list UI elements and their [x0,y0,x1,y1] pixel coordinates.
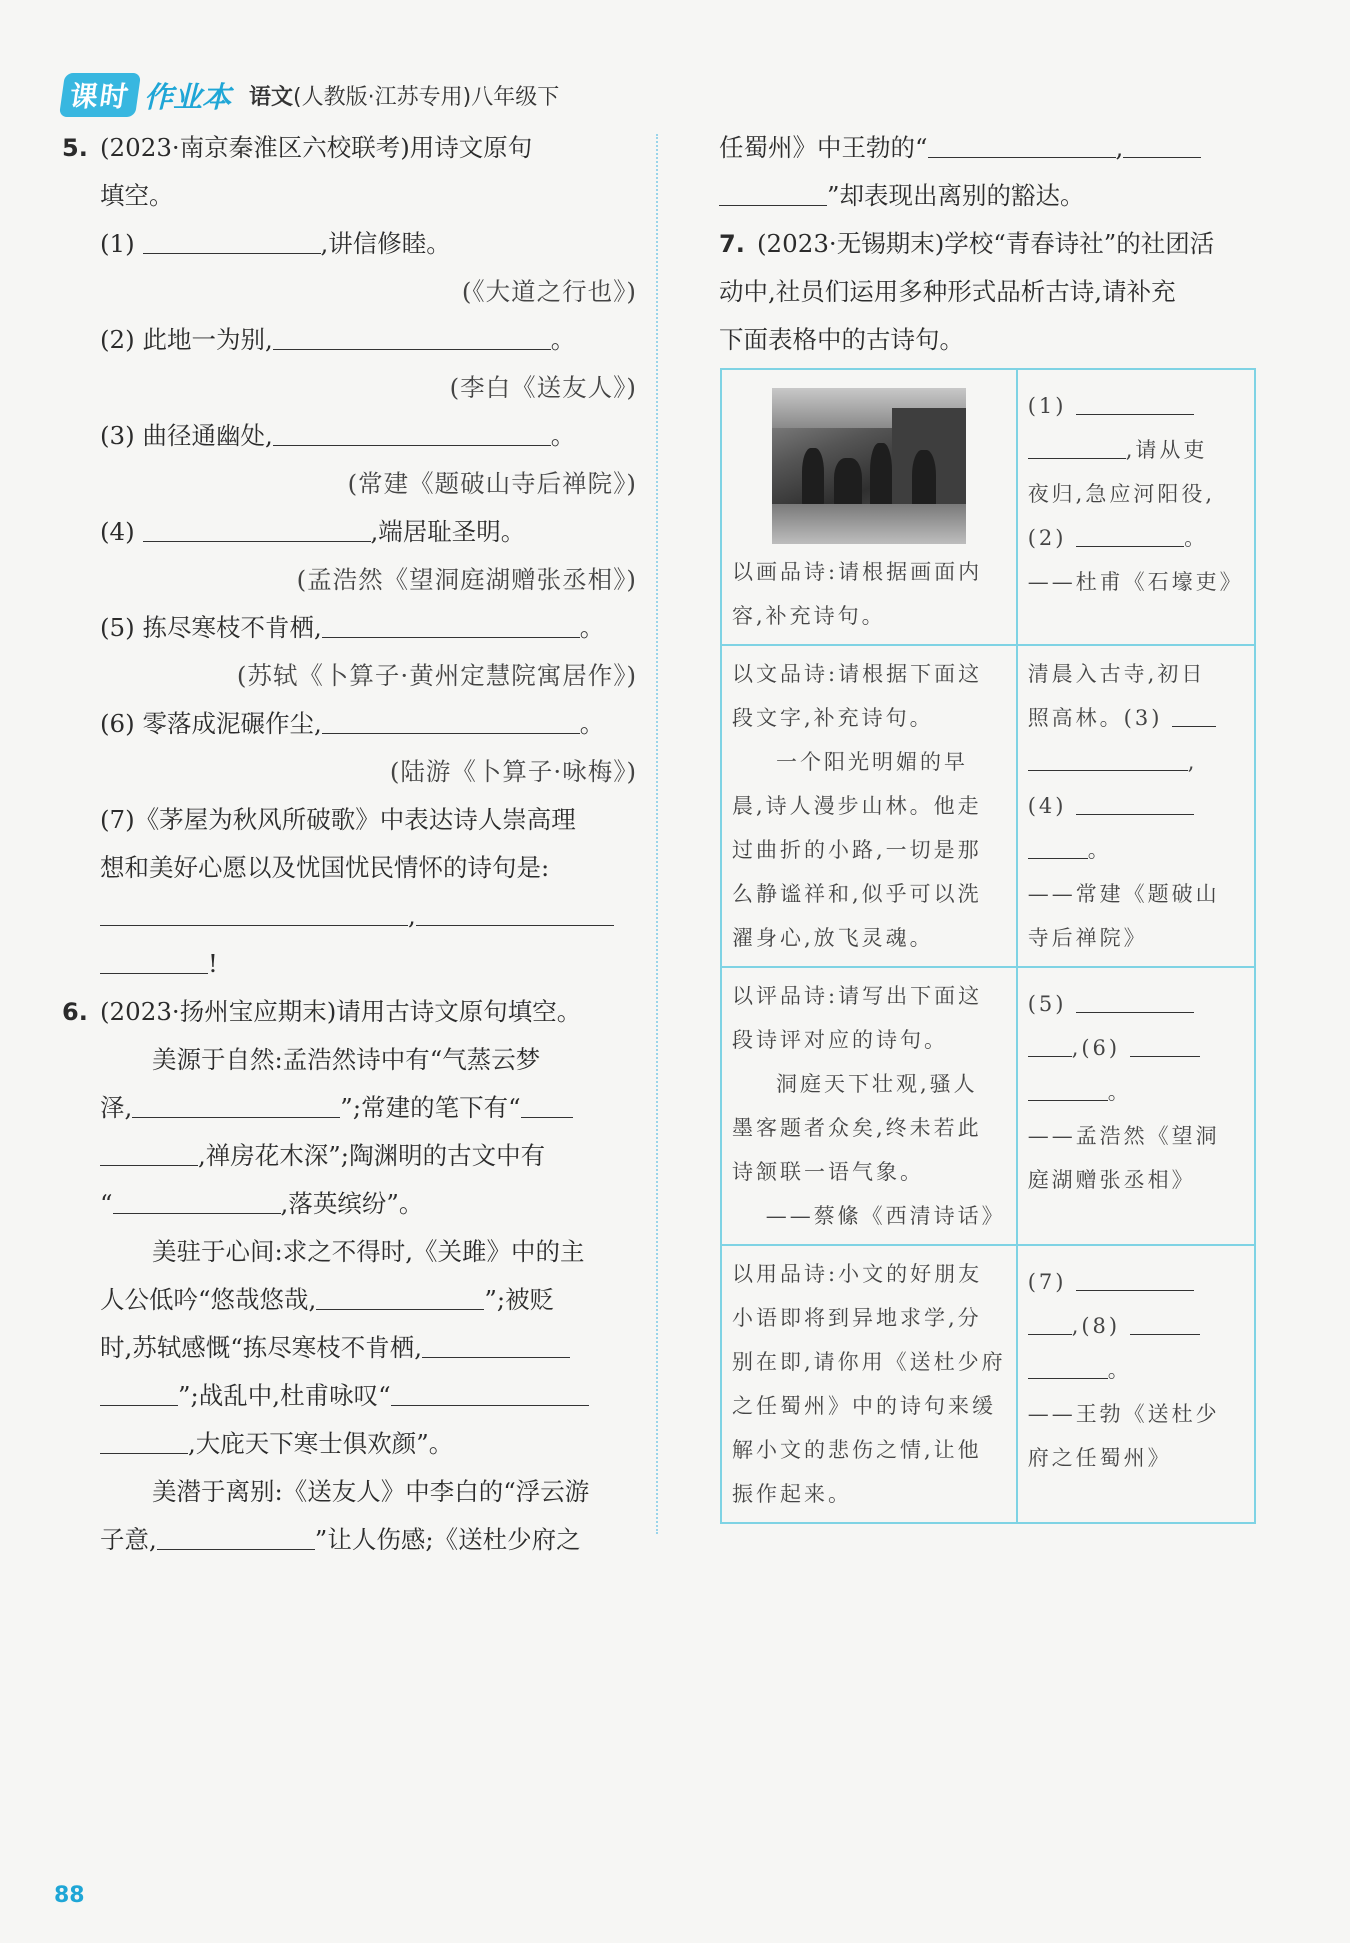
label: (1) [1027,394,1067,418]
q5-number: 5. [62,134,88,162]
punct: 。 [550,421,576,450]
left-column [62,124,637,1564]
answer-blank[interactable] [143,223,321,254]
label: (4) [1027,794,1067,818]
punct: ! [208,949,218,978]
row3-left-source: ——蔡絛《西清诗话》 [765,1204,1006,1228]
row3-source-l1: ——孟浩然《望洞 [1027,1124,1220,1148]
answer-blank[interactable] [391,1375,589,1406]
table-row [721,1245,1255,1523]
text: ”;被贬 [484,1285,555,1314]
q5-item6-source: (陆游《卜算子·咏梅》) [389,757,637,786]
label: ,(6) [1071,1036,1121,1060]
logo-zuoyeben: 作业本 [144,79,232,114]
q6-p2-l2 [62,1276,637,1324]
punct: , [1115,133,1124,162]
answer-blank[interactable] [273,319,551,350]
punct: 。 [1107,1080,1132,1104]
answer-blank[interactable] [100,1375,178,1406]
answer-blank[interactable] [1028,432,1126,459]
answer-blank[interactable] [1130,1030,1200,1057]
page-number: 88 [54,1883,85,1908]
illustration-image [772,388,966,544]
q5-item7-line4 [62,940,637,988]
row3-left-l2: 段诗评对应的诗句。 [732,1028,948,1052]
subject-label: 语文 [249,84,294,110]
q6-p1-l4 [62,1180,637,1228]
q6-p3-l1: 美潜于离别:《送友人》中李白的“浮云游 [152,1477,590,1506]
text: ,大庇天下寒士俱欢颜”。 [188,1429,454,1458]
q5-line2: 填空。 [100,181,174,210]
q7-line3: 下面表格中的古诗句。 [719,325,964,354]
edition-label: (人教版·江苏专用)八年级下 [293,84,560,110]
row4-source-l1: ——王勃《送杜少 [1027,1402,1220,1426]
row2-left-l6: 么静谧祥和,似乎可以洗 [732,882,982,906]
punct: , [408,901,416,930]
row3-r3 [1028,1070,1244,1114]
text: 人公低吟“悠哉悠哉, [100,1285,317,1314]
answer-blank[interactable] [1076,388,1194,415]
row2-source-l2: 寺后禅院》 [1027,926,1148,950]
punct: 。 [1087,838,1112,862]
row3-left [721,967,1017,1245]
q6-p1-l3 [62,1132,637,1180]
text: “ [100,1189,113,1218]
q5-item3-source: (常建《题破山寺后禅院》) [347,469,637,498]
text: ”;常建的笔下有“ [340,1093,521,1122]
row4-left-l2: 小语即将到异地求学,分 [732,1306,982,1330]
row2-source-l1: ——常建《题破山 [1027,882,1220,906]
row4-left [721,1245,1017,1523]
row2-r1: 清晨入古寺,初日 [1027,662,1206,686]
answer-blank[interactable] [322,607,580,638]
answer-blank[interactable] [1076,520,1184,547]
q5-item7-line3 [62,892,637,940]
q5-item2-text: (2) 此地一为别, [100,325,273,354]
answer-blank[interactable] [719,175,827,206]
text: 任蜀州》中王勃的“ [719,133,928,162]
answer-blank[interactable] [422,1327,570,1358]
q6-p2-l5 [62,1420,637,1468]
row4-left-l4: 之任蜀州》中的诗句来缓 [732,1394,996,1418]
q5-item7-line1: (7)《茅屋为秋风所破歌》中表达诗人崇高理 [100,805,576,834]
answer-blank[interactable] [273,415,551,446]
q5-item1-label: (1) [100,229,135,258]
q5-item6 [62,700,637,748]
row4-left-l6: 振作起来。 [732,1482,852,1506]
text: ,请从吏 [1125,438,1208,462]
q6-p2-l3 [62,1324,637,1372]
row1-right [1017,369,1255,645]
text: ,禅房花木深”;陶渊明的古文中有 [198,1141,546,1170]
text: 泽, [100,1093,133,1122]
row1-r4 [1028,516,1244,560]
row2-r2 [1028,696,1244,740]
row3-r2 [1028,1026,1244,1070]
q5-item6-text: (6) 零落成泥碾作尘, [100,709,322,738]
table-row [721,645,1255,967]
answer-blank[interactable] [1028,832,1088,859]
q5-item3-text: (3) 曲径通幽处, [100,421,273,450]
label: ,(8) [1071,1314,1121,1338]
q6-stem: (2023·扬州宝应期末)请用古诗文原句填空。 [100,997,582,1026]
row1-r3: 夜归,急应河阳役, [1027,482,1216,506]
series-logo [62,73,231,117]
answer-blank[interactable] [316,1279,484,1310]
answer-blank[interactable] [928,127,1116,158]
row3-left-l5: 诗颔联一语气象。 [732,1160,924,1184]
row2-left-l4: 晨,诗人漫步山林。他走 [732,794,982,818]
q5-item1 [62,220,637,268]
answer-blank[interactable] [416,895,614,926]
table-row [721,369,1255,645]
row2-right [1017,645,1255,967]
row2-left [721,645,1017,967]
q6-cont-l2 [719,172,1254,220]
q5-item1-source: (《大道之行也》) [461,277,637,306]
row1-left-l2: 容,补充诗句。 [732,604,886,628]
answer-blank[interactable] [100,1423,188,1454]
answer-blank[interactable] [1028,1074,1108,1101]
row4-source-l2: 府之任蜀州》 [1027,1446,1172,1470]
q5-item1-text: ,讲信修睦。 [320,229,451,258]
q5-item2 [62,316,637,364]
text: ”;战乱中,杜甫咏叹“ [178,1381,391,1410]
row3-left-l3: 洞庭天下壮观,骚人 [776,1072,978,1096]
q5-item3 [62,412,637,460]
q5-item2-source: (李白《送友人》) [449,373,637,402]
row4-left-l3: 别在即,请你用《送杜少府 [732,1350,1006,1374]
text: 照高林。(3) [1027,706,1163,730]
q6-number: 6. [62,998,88,1026]
row3-r1 [1028,982,1244,1026]
q7-stem: (2023·无锡期末)学校“青春诗社”的社团活 [757,229,1215,258]
row4-r1 [1028,1260,1244,1304]
q6-p1-l2 [62,1084,637,1132]
punct: 。 [1184,526,1209,550]
punct: 。 [1107,1358,1132,1382]
label: (7) [1027,1270,1067,1294]
text: ,落英缤纷”。 [280,1189,424,1218]
row2-left-l2: 段文字,补充诗句。 [732,706,934,730]
text: 时,苏轼感慨“拣尽寒枝不肯栖, [100,1333,423,1362]
q5-stem: (2023·南京秦淮区六校联考)用诗文原句 [100,133,533,162]
label: (2) [1027,526,1067,550]
text: ”却表现出离别的豁达。 [827,181,1085,210]
logo-keshi: 课时 [59,73,141,117]
row4-left-l1: 以用品诗:小文的好朋友 [732,1262,983,1286]
answer-blank[interactable] [1028,1030,1072,1057]
answer-blank[interactable] [1028,1308,1072,1335]
punct: 。 [550,325,576,354]
answer-blank[interactable] [157,1519,315,1550]
answer-blank[interactable] [113,1183,281,1214]
answer-blank[interactable] [322,703,580,734]
table-row [721,967,1255,1245]
q5-item4-label: (4) [100,517,135,546]
q6-line1 [62,988,637,1036]
row3-source-l2: 庭湖赠张丞相》 [1027,1168,1196,1192]
text: ”让人伤感;《送杜少府之 [314,1525,581,1554]
page-header [62,74,559,116]
answer-blank[interactable] [1028,744,1188,771]
row4-left-l5: 解小文的悲伤之情,让他 [732,1438,982,1462]
row2-left-l7: 濯身心,放飞灵魂。 [732,926,934,950]
q5-item4-text: ,端居耻圣明。 [370,517,526,546]
row2-left-l5: 过曲折的小路,一切是那 [732,838,982,862]
punct: , [1187,750,1198,774]
row3-left-l1: 以评品诗:请写出下面这 [732,984,983,1008]
answer-blank[interactable] [1076,1264,1194,1291]
q7-table [720,368,1256,1524]
right-column [719,124,1254,364]
row2-left-l3: 一个阳光明媚的早 [776,750,968,774]
q5-item5 [62,604,637,652]
row1-left-l1: 以画品诗:请根据画面内 [732,560,983,584]
row3-left-l4: 墨客题者众矣,终未若此 [732,1116,982,1140]
answer-blank[interactable] [1076,788,1194,815]
answer-blank[interactable] [1130,1308,1200,1335]
row4-right [1017,1245,1255,1523]
q6-p2-l1: 美驻于心间:求之不得时,《关雎》中的主 [152,1237,585,1266]
answer-blank[interactable] [1076,986,1194,1013]
q7-line1 [719,220,1254,268]
row1-r1 [1028,384,1244,428]
q6-p1-l1: 美源于自然:孟浩然诗中有“气蒸云梦 [152,1045,541,1074]
answer-blank[interactable] [100,1135,198,1166]
label: (5) [1027,992,1067,1016]
row2-r5 [1028,828,1244,872]
row4-r2 [1028,1304,1244,1348]
q7-line2: 动中,社员们运用多种形式品析古诗,请补充 [719,277,1176,306]
row2-r3 [1028,740,1244,784]
q7-number: 7. [719,230,745,258]
q5-item7-line2: 想和美好心愿以及忧国忧民情怀的诗句是: [100,853,550,882]
answer-blank[interactable] [100,943,208,974]
answer-blank[interactable] [100,895,408,926]
q5-item5-source: (苏轼《卜算子·黄州定慧院寓居作》) [236,661,637,690]
q5-item4 [62,508,637,556]
q6-p2-l4 [62,1372,637,1420]
punct: 。 [579,613,605,642]
row2-left-l1: 以文品诗:请根据下面这 [732,662,983,686]
text: 子意, [100,1525,157,1554]
answer-blank[interactable] [1172,700,1216,727]
q5-item5-text: (5) 拣尽寒枝不肯栖, [100,613,322,642]
row1-left [721,369,1017,645]
column-divider [656,134,658,1534]
row3-right [1017,967,1255,1245]
answer-blank[interactable] [1123,127,1201,158]
q5-line1 [62,124,637,172]
answer-blank[interactable] [132,1087,340,1118]
q6-cont-l1 [719,124,1254,172]
row1-r2 [1028,428,1244,472]
book-info [249,80,559,111]
row4-r3 [1028,1348,1244,1392]
q5-item4-source: (孟浩然《望洞庭湖赠张丞相》) [296,565,637,594]
q6-p3-l2 [62,1516,637,1564]
row1-source: ——杜甫《石壕吏》 [1027,570,1244,594]
punct: 。 [579,709,605,738]
row2-r4 [1028,784,1244,828]
answer-blank[interactable] [521,1087,573,1118]
answer-blank[interactable] [143,511,371,542]
answer-blank[interactable] [1028,1352,1108,1379]
